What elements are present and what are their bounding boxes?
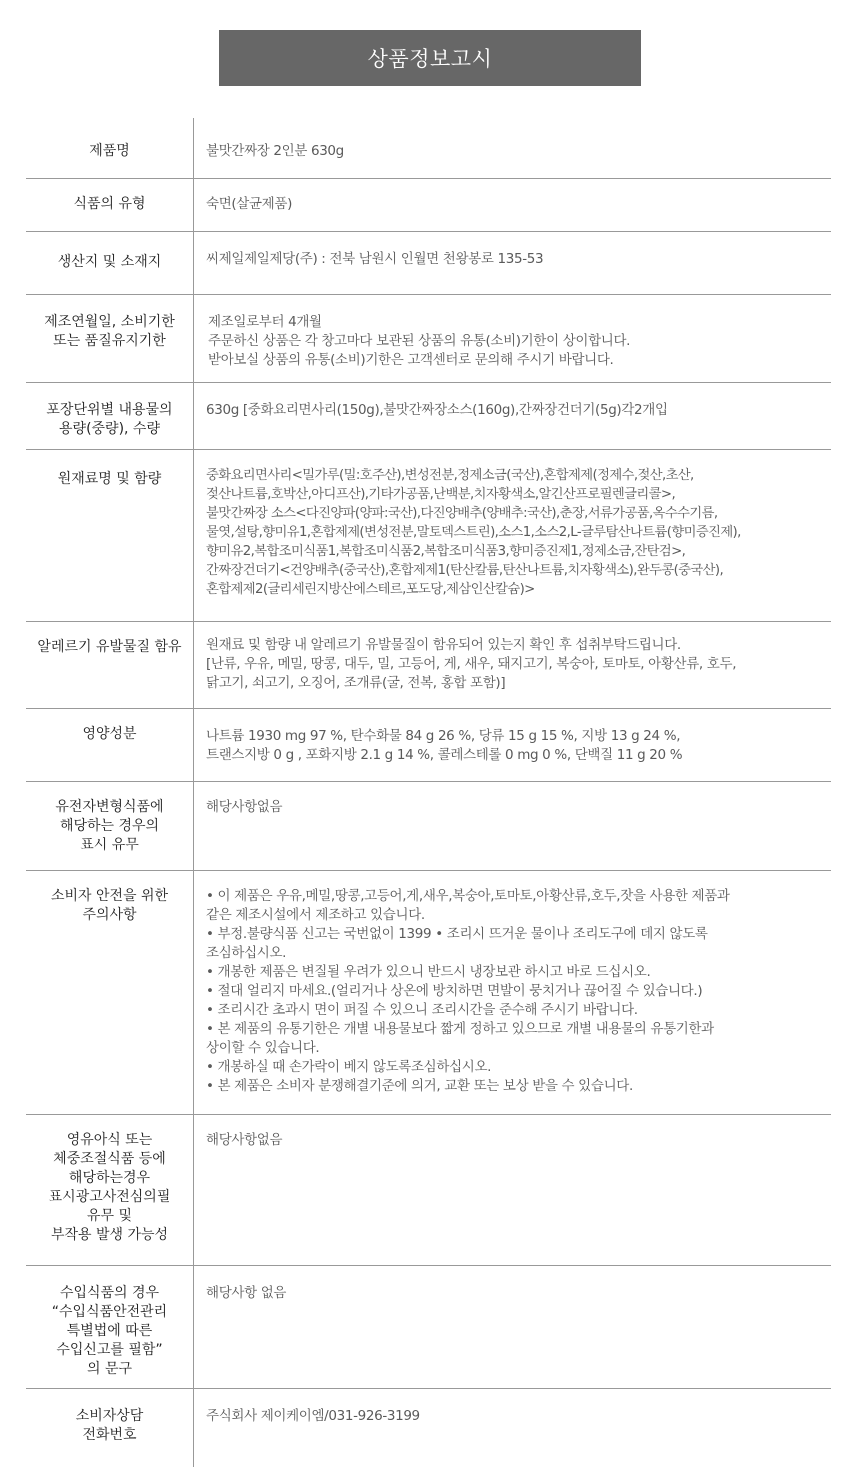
row-value: 원재료 및 함량 내 알레르기 유발물질이 함유되어 있는지 확인 후 섭취부탁드립니다. [난류, 우유, 메밀, 땅콩, 대두, 밀, 고등어, 게, 새우, 돼지고기, 복숭아, 토마토, 아황산류, 호두, 닭고기, 쇠고기, 오징어, 조개류(굴, 전복, 홍합 포함)]: [206, 637, 737, 691]
row-label: 수입식품의 경우 “수입식품안전관리 특별법에 따른 수입신고를 필함” 의 문구: [26, 1266, 194, 1388]
row-label: 제품명: [26, 118, 194, 178]
table-row: [26, 450, 831, 622]
row-label: 식품의 유형: [26, 179, 194, 231]
row-label: 영유아식 또는 체중조절식품 등에 해당하는경우 표시광고사전심의필 유무 및 부작용 발생 가능성: [26, 1115, 194, 1265]
table-row: [26, 1115, 831, 1266]
row-label: 소비자상담 전화번호: [26, 1389, 194, 1467]
row-value: 해당사항없음: [206, 1132, 283, 1148]
row-label: 영양성분: [26, 709, 194, 781]
table-row: [26, 118, 831, 179]
table-row: [26, 232, 831, 295]
table-row: [26, 383, 831, 450]
row-value: 제조일로부터 4개월 주문하신 상품은 각 창고마다 보관된 상품의 유통(소비)기한이 상이합니다. 받아보실 상품의 유통(소비)기한은 고객센터로 문의해 주시기 바랍니다.: [208, 314, 631, 368]
row-value: 숙면(살균제품): [206, 196, 292, 212]
row-value: 나트륨 1930 mg 97 %, 탄수화물 84 g 26 %, 당류 15 g 15 %, 지방 13 g 24 %, 트랜스지방 0 g , 포화지방 2.1 g 14 %, 콜레스테롤 0 mg 0 %, 단백질 11 g 20 %: [206, 728, 683, 763]
page-title: 상품정보고시: [219, 30, 641, 86]
row-value: 해당사항 없음: [206, 1285, 287, 1301]
table-row: [26, 1389, 831, 1467]
row-value: 씨제일제일제당(주) : 전북 남원시 인월면 천왕봉로 135-53: [206, 251, 544, 267]
row-label: 알레르기 유발물질 함유: [26, 622, 194, 708]
row-value: • 이 제품은 우유,메밀,땅콩,고등어,게,새우,복숭아,토마토,아황산류,호두,잣을 사용한 제품과 같은 제조시설에서 제조하고 있습니다. • 부정.불량식품 신고는 국번없이 1399 • 조리시 뜨거운 물이나 조리도구에 데지 않도록 조심하십시오. • 개봉한 제품은 변질될 우려가 있으니 반드시 냉장보관 하시고 바로 드십시오. • 절대 얼리지 마세요.(얼리거나 상온에 방치하면 면발이 뭉치거나 끊어질 수 있습니다.) • 조리시간 초과시 면이 퍼질 수 있으니 조리시간을 준수해 주시기 바랍니다. • 본 제품의 유통기한은 개별 내용물보다 짧게 정하고 있으므로 개별 내용물의 유통기한과 상이할 수 있습니다. • 개봉하실 때 손가락이 베지 않도록조심하십시오. • 본 제품은 소비자 분쟁해결기준에 의거, 교환 또는 보상 받을 수 있습니다.: [206, 888, 730, 1094]
table-row: [26, 179, 831, 232]
row-label: 제조연월일, 소비기한 또는 품질유지기한: [26, 295, 194, 382]
row-label: 포장단위별 내용물의 용량(중량), 수량: [26, 383, 194, 449]
table-row: [26, 709, 831, 782]
row-label: 유전자변형식품에 해당하는 경우의 표시 유무: [26, 782, 194, 870]
product-info-table: [26, 118, 831, 1467]
table-row: [26, 782, 831, 871]
row-value: 주식회사 제이케이엠/031-926-3199: [206, 1408, 420, 1424]
row-value: 불맛간짜장 2인분 630g: [206, 143, 344, 159]
row-label: 생산지 및 소재지: [26, 232, 194, 294]
row-value: 해당사항없음: [206, 799, 283, 815]
row-label: 원재료명 및 함량: [26, 450, 194, 621]
table-row: [26, 622, 831, 709]
table-row: [26, 295, 831, 383]
row-value: 630g [중화요리면사리(150g),불맛간짜장소스(160g),간짜장건더기(5g)각2개입: [206, 402, 668, 418]
table-row: [26, 871, 831, 1115]
row-value: 중화요리면사리<밀가루(밀:호주산),변성전분,정제소금(국산),혼합제제(정제수,젖산,초산, 젖산나트륨,호박산,아디프산),기타가공품,난백분,치자황색소,알긴산프로필렌글리콜>, 불맛간짜장 소스<다진양파(양파:국산),다진양배추(양배추:국산),춘장,서류가공품,옥수수기름, 물엿,설탕,향미유1,혼합제제(변성전분,말토덱스트린),소스1,소스2,L-글루탐산나트륨(향미증진제), 향미유2,복합조미식품1,복합조미식품2,복합조미식품3,향미증진제1,정제소금,잔탄검>, 간짜장건더기<건양배추(중국산),혼합제제1(탄산칼륨,탄산나트륨,치자황색소),완두콩(중국산), 혼합제제2(글리세린지방산에스테르,포도당,제삼인산칼슘)>: [206, 468, 741, 597]
row-label: 소비자 안전을 위한 주의사항: [26, 871, 194, 1114]
table-row: [26, 1266, 831, 1389]
